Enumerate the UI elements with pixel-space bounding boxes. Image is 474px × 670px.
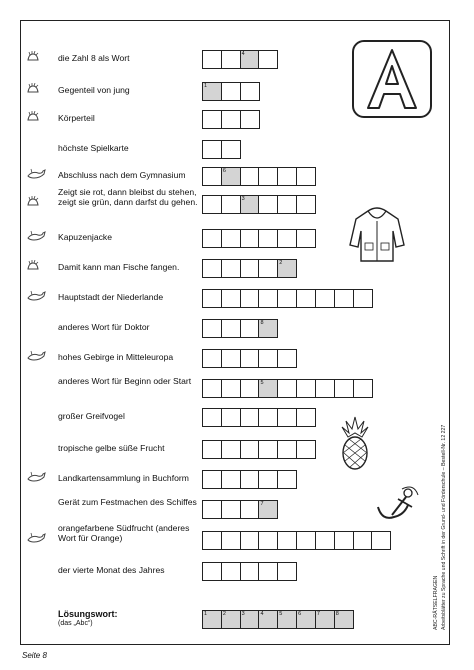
answer-cell[interactable] [277,470,297,489]
answer-cell[interactable] [296,440,316,459]
answer-cell[interactable] [221,319,241,338]
answer-cell[interactable] [240,562,260,581]
answer-cell[interactable] [258,440,278,459]
clue-text: Landkartensammlung in Buchform [58,473,189,483]
solution-cell-number: 6 [298,611,302,617]
clue-text: Zeigt sie rot, dann bleibst du stehen, zeigt sie grün, dann darfst du gehen. [58,187,198,207]
answer-cell[interactable] [258,562,278,581]
answer-cell[interactable] [296,531,316,550]
answer-cell[interactable] [202,289,222,308]
clue-row [0,437,474,465]
answer-cell[interactable] [202,82,222,101]
answer-cell[interactable] [240,82,260,101]
answer-cell[interactable] [240,319,260,338]
answer-cell[interactable] [334,531,354,550]
answer-cell[interactable] [277,259,297,278]
clue-row [0,346,474,374]
side-imprint [431,340,449,640]
cell-number: 5 [260,380,264,386]
answer-cell[interactable] [258,408,278,427]
solution-cell[interactable] [240,610,260,629]
answer-cell[interactable] [202,531,222,550]
answer-cell[interactable] [221,349,241,368]
answer-boxes [202,440,316,459]
clue-row [0,559,474,587]
clue-text: hohes Gebirge in Mitteleuropa [58,352,174,362]
answer-boxes [202,500,278,519]
answer-cell[interactable] [296,408,316,427]
clue-row [0,107,474,135]
anchor-illustration [372,485,422,525]
answer-cell[interactable] [258,50,278,69]
page-number: Seite 8 [22,651,47,660]
answer-cell[interactable] [221,50,241,69]
answer-cell[interactable] [258,259,278,278]
answer-cell[interactable] [240,167,260,186]
answer-cell[interactable] [258,349,278,368]
answer-cell[interactable] [277,195,297,214]
answer-cell[interactable] [240,110,260,129]
clue-text: anderes Wort für Beginn oder Start [58,376,192,386]
answer-boxes [202,562,297,581]
answer-cell[interactable] [277,349,297,368]
hedgehog-icon [26,83,46,97]
answer-cell[interactable] [277,289,297,308]
solution-cell[interactable] [296,610,316,629]
side-title: ABC-RÄTSELFRAGEN [433,575,439,630]
answer-cell[interactable] [240,259,260,278]
jacket-illustration [348,205,406,265]
answer-cell[interactable] [221,440,241,459]
answer-cell[interactable] [202,440,222,459]
answer-cell[interactable] [221,500,241,519]
answer-cell[interactable] [202,167,222,186]
solution-cell-number: 3 [241,611,245,617]
whale-icon [26,350,46,364]
whale-icon [26,230,46,244]
answer-boxes [202,379,373,398]
answer-cell[interactable] [258,500,278,519]
answer-cell[interactable] [240,531,260,550]
answer-cell[interactable] [353,289,373,308]
answer-cell[interactable] [258,195,278,214]
answer-cell[interactable] [315,379,335,398]
whale-icon [26,532,46,546]
clue-text: Hauptstadt der Niederlande [58,292,164,302]
answer-cell[interactable] [258,289,278,308]
clue-text: die Zahl 8 als Wort [58,53,130,63]
answer-cell[interactable] [258,229,278,248]
pineapple-illustration [338,415,372,471]
answer-cell[interactable] [315,289,335,308]
answer-cell[interactable] [221,562,241,581]
answer-cell[interactable] [202,408,222,427]
answer-boxes [202,349,297,368]
answer-cell[interactable] [371,531,391,550]
answer-cell[interactable] [258,531,278,550]
answer-cell[interactable] [202,470,222,489]
solution-cell-number: 1 [204,611,208,617]
answer-boxes [202,140,241,159]
answer-boxes [202,50,278,69]
answer-cell[interactable] [296,167,316,186]
answer-cell[interactable] [221,110,241,129]
clue-row [0,523,474,556]
answer-cell[interactable] [258,319,278,338]
solution-cell[interactable] [334,610,354,629]
answer-cell[interactable] [334,289,354,308]
hedgehog-icon [26,111,46,125]
answer-cell[interactable] [221,82,241,101]
answer-boxes [202,167,316,186]
answer-cell[interactable] [221,470,241,489]
answer-boxes [202,289,373,308]
answer-cell[interactable] [353,379,373,398]
side-subtitle: Arbeitsblätter zu Sprache und Schrift in der Grund- und Förderschule – Bestell-Nr. 12 227 [441,424,447,630]
whale-icon [26,290,46,304]
clue-text: großer Greifvogel [58,411,125,421]
answer-cell[interactable] [221,379,241,398]
answer-cell[interactable] [240,289,260,308]
answer-cell[interactable] [221,195,241,214]
answer-cell[interactable] [202,195,222,214]
answer-cell[interactable] [202,319,222,338]
answer-cell[interactable] [296,195,316,214]
clue-text: höchste Spielkarte [58,143,129,153]
hedgehog-icon [26,260,46,274]
answer-cell[interactable] [202,229,222,248]
answer-cell[interactable] [240,349,260,368]
answer-cell[interactable] [240,50,260,69]
answer-cell[interactable] [277,562,297,581]
answer-cell[interactable] [315,531,335,550]
whale-icon [26,168,46,182]
answer-cell[interactable] [221,531,241,550]
clue-row [0,47,474,75]
solution-cell[interactable] [258,610,278,629]
clue-row [0,316,474,344]
clue-text: orangefarbene Südfrucht (anderes Wort für Orange) [58,523,190,543]
answer-cell[interactable] [221,289,241,308]
answer-cell[interactable] [202,259,222,278]
answer-cell[interactable] [202,379,222,398]
answer-cell[interactable] [258,470,278,489]
clue-text: anderes Wort für Doktor [58,322,150,332]
answer-cell[interactable] [202,562,222,581]
answer-boxes [202,408,316,427]
hedgehog-icon [26,196,46,210]
clue-text: Abschluss nach dem Gymnasium [58,170,186,180]
answer-boxes [202,82,260,101]
clue-text: der vierte Monat des Jahres [58,565,165,575]
answer-cell[interactable] [202,50,222,69]
answer-cell[interactable] [240,229,260,248]
clue-row [0,137,474,165]
solution-boxes [202,610,354,629]
whale-icon [26,471,46,485]
clue-text: Gegenteil von jung [58,85,130,95]
answer-cell[interactable] [334,379,354,398]
answer-cell[interactable] [296,379,316,398]
answer-cell[interactable] [240,195,260,214]
solution-cell-number: 5 [279,611,283,617]
solution-label: Lösungswort: [58,609,118,619]
answer-cell[interactable] [240,500,260,519]
answer-cell[interactable] [240,470,260,489]
clue-row [0,79,474,107]
clue-text: Gerät zum Festmachen des Schiffes [58,497,197,507]
clue-text: tropische gelbe süße Frucht [58,443,165,453]
answer-cell[interactable] [277,379,297,398]
answer-cell[interactable] [202,500,222,519]
cell-number: 3 [241,196,245,202]
cell-number: 8 [260,320,264,326]
answer-cell[interactable] [258,379,278,398]
answer-boxes [202,110,260,129]
hedgehog-icon [26,51,46,65]
answer-cell[interactable] [277,440,297,459]
answer-boxes [202,259,297,278]
solution-cell-number: 4 [260,611,264,617]
solution-cell-number: 2 [222,611,226,617]
solution-cell[interactable] [202,610,222,629]
answer-cell[interactable] [296,289,316,308]
solution-cell-number: 7 [316,611,320,617]
answer-cell[interactable] [221,229,241,248]
answer-cell[interactable] [277,167,297,186]
cell-number: 4 [241,51,245,57]
answer-cell[interactable] [221,167,241,186]
answer-cell[interactable] [221,259,241,278]
answer-cell[interactable] [296,229,316,248]
answer-cell[interactable] [277,408,297,427]
answer-cell[interactable] [202,349,222,368]
clue-text: Kapuzenjacke [58,232,112,242]
cell-number: 7 [260,501,264,507]
answer-boxes [202,319,278,338]
answer-cell[interactable] [277,229,297,248]
answer-cell[interactable] [240,440,260,459]
answer-cell[interactable] [221,408,241,427]
answer-cell[interactable] [221,140,241,159]
answer-cell[interactable] [240,379,260,398]
solution-cell[interactable] [221,610,241,629]
solution-cell-number: 8 [335,611,339,617]
answer-boxes [202,229,316,248]
answer-cell[interactable] [202,140,222,159]
answer-cell[interactable] [277,531,297,550]
answer-cell[interactable] [202,110,222,129]
cell-number: 2 [279,260,283,266]
answer-cell[interactable] [258,167,278,186]
answer-cell[interactable] [240,408,260,427]
answer-boxes [202,195,316,214]
clue-text: Körperteil [58,113,95,123]
cell-number: 1 [204,83,208,89]
clue-text: Damit kann man Fische fangen. [58,262,180,272]
solution-sublabel: (das „Abc“) [58,620,93,627]
cell-number: 6 [222,168,226,174]
clue-row [0,286,474,314]
answer-boxes [202,531,391,550]
clue-row [0,376,474,404]
answer-cell[interactable] [353,531,373,550]
clue-row [0,405,474,433]
solution-cell[interactable] [277,610,297,629]
solution-cell[interactable] [315,610,335,629]
answer-boxes [202,470,297,489]
